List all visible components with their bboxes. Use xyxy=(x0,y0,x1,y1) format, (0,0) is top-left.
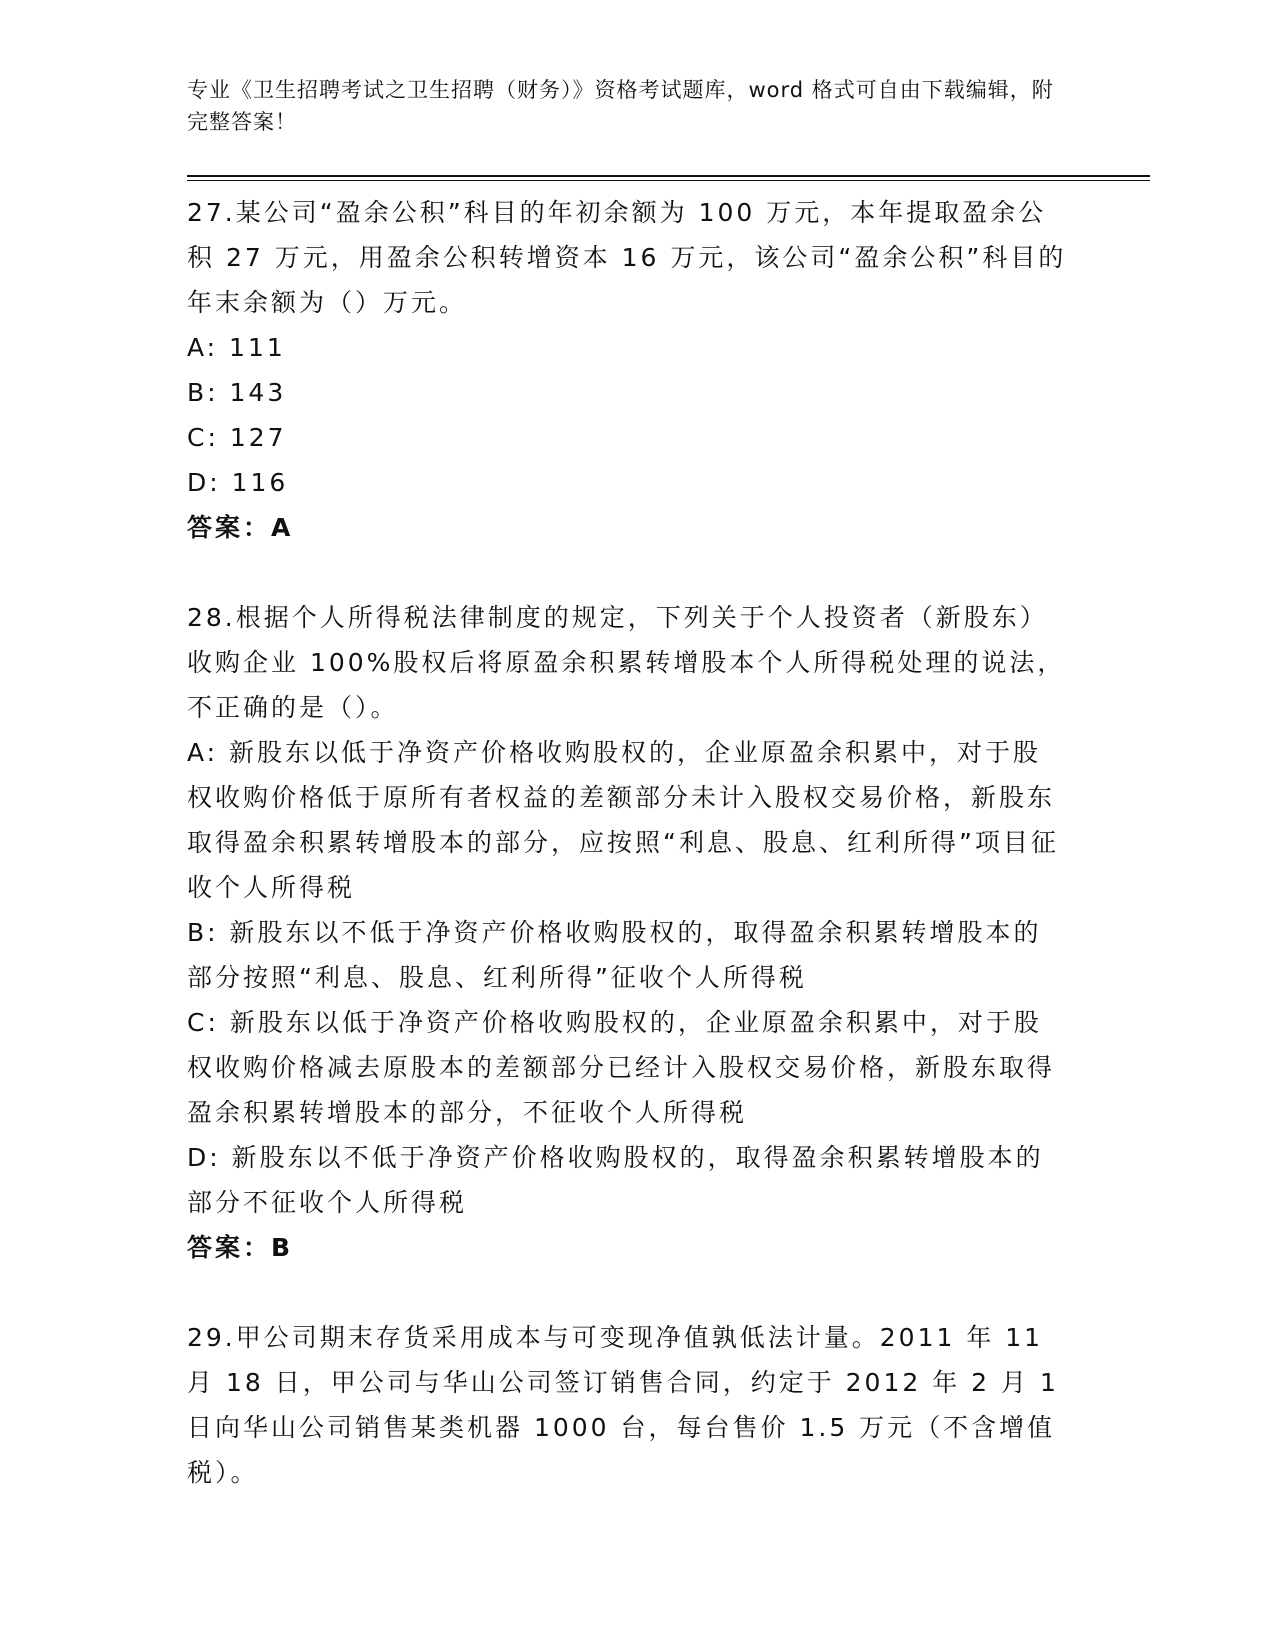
answer-line: 答案：A xyxy=(187,513,294,542)
option-a: A: 新股东以低于净资产价格收购股权的，企业原盈余积累中，对于股权收购价格低于原所有者权益的差额部分未计入股权交易价格，新股东取得盈余积累转增股本的部分，应按照“利息、股息、红利所得”项目征收个人所得税 xyxy=(187,738,1059,902)
question-text: 29.甲公司期末存货采用成本与可变现净值孰低法计量。2011 年 11 月 18 日，甲公司与华山公司签订销售合同，约定于 2012 年 2 月 1 日向华山公司销售某类机器 1000 台，每台售价 1.5 万元（不含增值税）。 xyxy=(187,1323,1059,1487)
question-28 xyxy=(187,595,1067,1270)
option-b: B: 143 xyxy=(187,378,287,407)
question-29 xyxy=(187,1315,1067,1495)
option-c: C: 127 xyxy=(187,423,287,452)
option-a: A: 111 xyxy=(187,333,286,362)
question-text: 28.根据个人所得税法律制度的规定，下列关于个人投资者（新股东）收购企业 100%股权后将原盈余积累转增股本个人所得税处理的说法，不正确的是（）。 xyxy=(187,603,1066,722)
header-divider-thick xyxy=(187,175,1150,177)
page-header: 专业《卫生招聘考试之卫生招聘（财务）》资格考试题库，word 格式可自由下载编辑，附完整答案！ xyxy=(187,78,1054,134)
question-text: 27.某公司“盈余公积”科目的年初余额为 100 万元，本年提取盈余公积 27 万元，用盈余公积转增资本 16 万元，该公司“盈余公积”科目的年末余额为（）万元。 xyxy=(187,198,1067,317)
answer-line: 答案：B xyxy=(187,1233,294,1262)
option-b: B: 新股东以不低于净资产价格收购股权的，取得盈余积累转增股本的部分按照“利息、股息、红利所得”征收个人所得税 xyxy=(187,918,1042,992)
question-27 xyxy=(187,190,1067,550)
option-d: D: 新股东以不低于净资产价格收购股权的，取得盈余积累转增股本的部分不征收个人所得税 xyxy=(187,1143,1044,1217)
question-list xyxy=(187,190,1067,1495)
header-divider-thin xyxy=(187,180,1150,181)
option-c: C: 新股东以低于净资产价格收购股权的，企业原盈余积累中，对于股权收购价格减去原股本的差额部分已经计入股权交易价格，新股东取得盈余积累转增股本的部分，不征收个人所得税 xyxy=(187,1008,1056,1127)
option-d: D: 116 xyxy=(187,468,289,497)
